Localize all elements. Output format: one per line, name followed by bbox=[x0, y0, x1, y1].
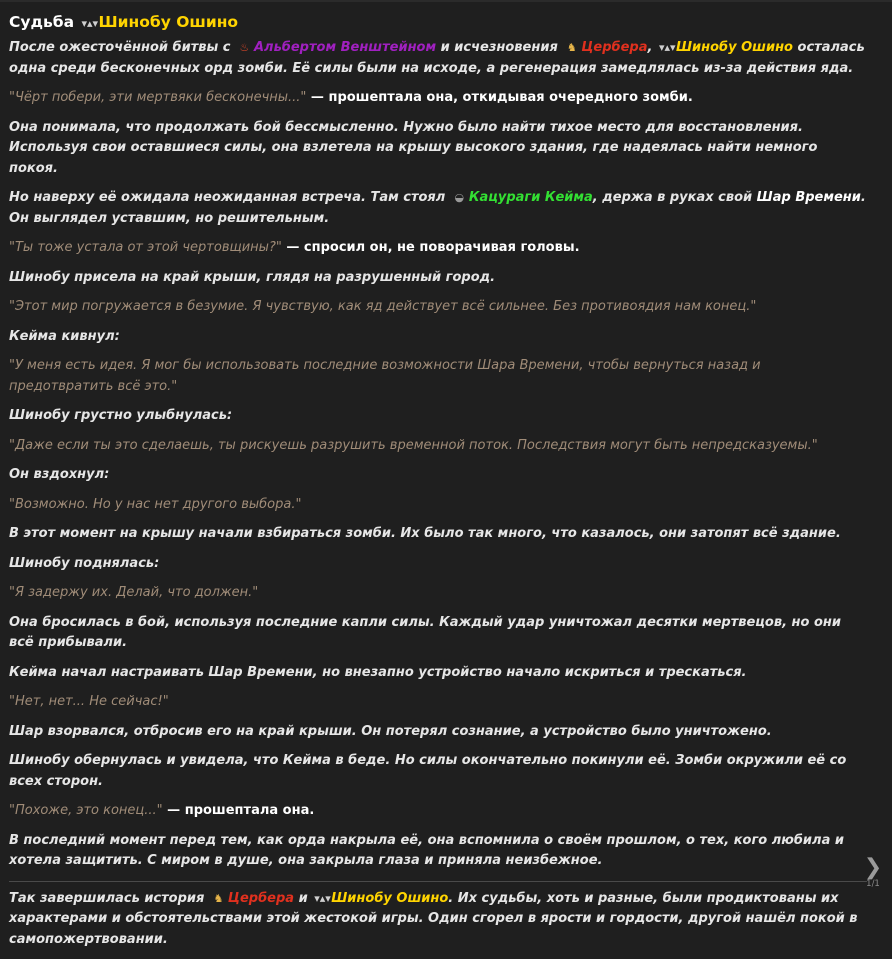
text: Но наверху её ожидала неожиданная встреча. Там стоял bbox=[9, 190, 450, 205]
paragraph: Шар взорвался, отбросив его на край крыши. Он потерял сознание, а устройство было уничтожено. bbox=[9, 723, 772, 739]
dragon-emoji-icon: ♨ bbox=[239, 41, 250, 54]
bat-emoji-icon: ▾▴▾ bbox=[81, 17, 99, 30]
paragraph: Кейма кивнул: bbox=[9, 328, 120, 344]
character-shinobu: Шинобу Ошино bbox=[675, 40, 793, 55]
bat-emoji-icon: ▾▴▾ bbox=[314, 891, 331, 905]
quote-text: "Похоже, это конец..." bbox=[9, 803, 163, 818]
bat-emoji-icon: ▾▴▾ bbox=[658, 41, 676, 54]
dialogue-line: "Я задержу их. Делай, что должен." bbox=[9, 585, 259, 600]
paragraph: Шинобу обернулась и увидела, что Кейма в беде. Но силы окончательно покинули её. Зомби окружили её со всех сторон. bbox=[9, 753, 847, 789]
speech-attribution: — прошептала она. bbox=[162, 803, 315, 818]
message-title bbox=[9, 8, 867, 38]
dialogue-line: "Этот мир погружается в безумие. Я чувствую, как яд действует всё сильнее. Без противоядия нам конец." bbox=[9, 299, 757, 314]
text: Так завершилась история bbox=[9, 890, 209, 906]
character-cerber: Цербера bbox=[227, 890, 295, 906]
text: , bbox=[647, 40, 657, 55]
paragraph: В последний момент перед тем, как орда накрыла её, она вспомнила о своём прошлом, о тех, кого любила и хотела защитить. С миром в душе, она закрыла глаза и приняла неизбежное. bbox=[9, 832, 844, 868]
text: и исчезновения bbox=[436, 40, 563, 55]
dialogue-line: "Нет, нет... Не сейчас!" bbox=[9, 694, 169, 709]
paragraph: Она бросилась в бой, используя последние капли силы. Каждый удар уничтожал десятки мертвецов, но они всё прибывали. bbox=[9, 614, 842, 650]
dialogue-line: "У меня есть идея. Я мог бы использовать последние возможности Шара Времени, чтобы вернуться назад и предотвратить всё это." bbox=[9, 358, 761, 394]
page-counter: 1/1 bbox=[866, 879, 880, 889]
text: После ожесточённой битвы с bbox=[9, 40, 235, 55]
paragraph bbox=[9, 38, 867, 79]
paragraph: В этот момент на крышу начали взбираться зомби. Их было так много, что казалось, они затопят всё здание. bbox=[9, 526, 841, 541]
character-cerber: Цербера bbox=[581, 40, 648, 55]
paragraph: Кейма начал настраивать Шар Времени, но внезапно устройство начало искриться и трескаться. bbox=[9, 664, 747, 680]
character-keima: Кацураги Кейма bbox=[468, 190, 593, 205]
epilogue-paragraph bbox=[9, 889, 867, 951]
text: . Их судьбы, хоть и разные, были продиктованы их характерами и обстоятельствами этой жестокой игры. Один сгорел в ярости и гордости, другой нашёл покой в самопожертвовании. bbox=[9, 890, 858, 947]
story-message bbox=[9, 8, 867, 959]
dialogue-line bbox=[9, 801, 867, 822]
item-time-sphere: Шар Времени bbox=[756, 190, 861, 205]
paragraph: Шинобу присела на край крыши, глядя на разрушенный город. bbox=[9, 269, 496, 285]
paragraph bbox=[9, 188, 867, 229]
dog-emoji-icon: ♞ bbox=[213, 891, 224, 905]
dialogue-line: "Даже если ты это сделаешь, ты рискуешь разрушить временной поток. Последствия могут быть непредсказуемы." bbox=[9, 437, 818, 453]
paragraph: Он вздохнул: bbox=[9, 467, 110, 482]
text: . Он выглядел уставшим, но решительным. bbox=[9, 190, 866, 226]
title-prefix: Судьба bbox=[9, 13, 75, 31]
gamepad-emoji-icon: ◒ bbox=[454, 191, 465, 204]
quote-text: "Ты тоже устала от этой чертовщины?" bbox=[9, 240, 282, 255]
next-page-arrow-icon[interactable]: ❯ bbox=[863, 855, 883, 880]
paragraph: Она понимала, что продолжать бой бессмысленно. Нужно было найти тихое место для восстановления. Используя свои оставшиеся силы, она взлетела на крышу высокого здания, где надеялась найти немного покоя. bbox=[9, 119, 818, 176]
speech-attribution: — прошептала она, откидывая очередного зомби. bbox=[306, 90, 693, 105]
divider bbox=[9, 881, 867, 882]
paragraph: Шинобу грустно улыбнулась: bbox=[9, 408, 233, 423]
text: осталась одна среди бесконечных орд зомби. Её силы были на исходе, а регенерация замедлялась из-за действия яда. bbox=[9, 40, 865, 76]
dialogue-line bbox=[9, 88, 867, 109]
dog-emoji-icon: ♞ bbox=[566, 41, 577, 54]
text: и bbox=[294, 890, 313, 906]
paragraph: Шинобу поднялась: bbox=[9, 555, 160, 571]
title-character-name: Шинобу Ошино bbox=[98, 13, 239, 31]
top-border bbox=[0, 0, 892, 2]
text: , держа в руках свой bbox=[592, 190, 757, 205]
dialogue-line: "Возможно. Но у нас нет другого выбора." bbox=[9, 496, 302, 512]
character-shinobu: Шинобу Ошино bbox=[331, 890, 449, 906]
dialogue-line bbox=[9, 238, 867, 259]
quote-text: "Чёрт побери, эти мертвяки бесконечны..." bbox=[9, 90, 307, 105]
speech-attribution: — спросил он, не поворачивая головы. bbox=[281, 240, 580, 255]
character-albert: Альбертом Венштейном bbox=[253, 40, 437, 55]
pager bbox=[860, 857, 886, 889]
